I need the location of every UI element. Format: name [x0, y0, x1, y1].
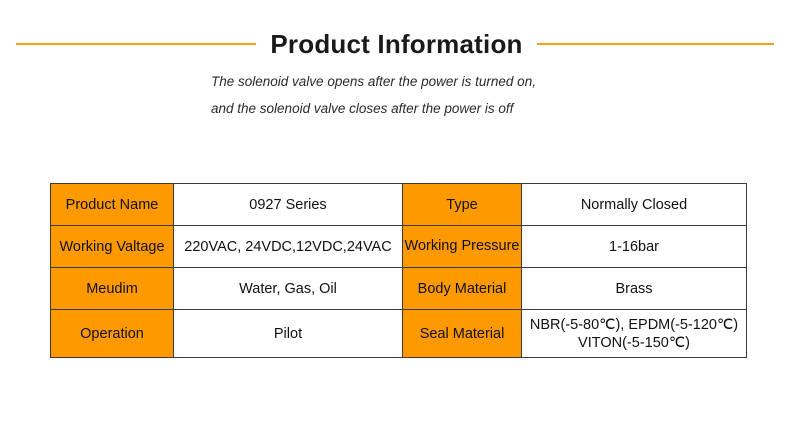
spec-label-operation: Operation — [51, 310, 174, 358]
spec-value-medium: Water, Gas, Oil — [174, 268, 403, 310]
spec-label-body-material: Body Material — [403, 268, 522, 310]
subtitle-line-1: The solenoid valve opens after the power is turned on, — [211, 74, 536, 89]
spec-value-product-name: 0927 Series — [174, 184, 403, 226]
subtitle-block — [211, 68, 771, 122]
spec-value-type: Normally Closed — [522, 184, 747, 226]
subtitle-line-2: and the solenoid valve closes after the power is off — [211, 101, 514, 116]
spec-value-working-voltage: 220VAC, 24VDC,12VDC,24VAC — [174, 226, 403, 268]
spec-label-working-pressure: Working Pressure — [403, 226, 522, 268]
table-row — [51, 268, 747, 310]
header-rule-right — [537, 43, 774, 45]
table-row — [51, 184, 747, 226]
spec-label-working-voltage: Working Valtage — [51, 226, 174, 268]
spec-label-seal-material: Seal Material — [403, 310, 522, 358]
seal-material-line-1: NBR(-5-80℃), EPDM(-5-120℃) — [529, 316, 739, 333]
spec-label-type: Type — [403, 184, 522, 226]
spec-value-working-pressure: 1-16bar — [522, 226, 747, 268]
seal-material-line-2: VITON(-5-150℃) — [578, 334, 690, 351]
spec-label-medium: Meudim — [51, 268, 174, 310]
page-header — [0, 22, 790, 66]
spec-value-operation: Pilot — [174, 310, 403, 358]
table-row — [51, 310, 747, 358]
specification-table — [50, 183, 747, 358]
spec-value-seal-material — [522, 310, 747, 358]
page-title: Product Information — [270, 28, 523, 59]
header-rule-left — [16, 43, 256, 45]
spec-value-body-material: Brass — [522, 268, 747, 310]
spec-label-product-name: Product Name — [51, 184, 174, 226]
table-row — [51, 226, 747, 268]
